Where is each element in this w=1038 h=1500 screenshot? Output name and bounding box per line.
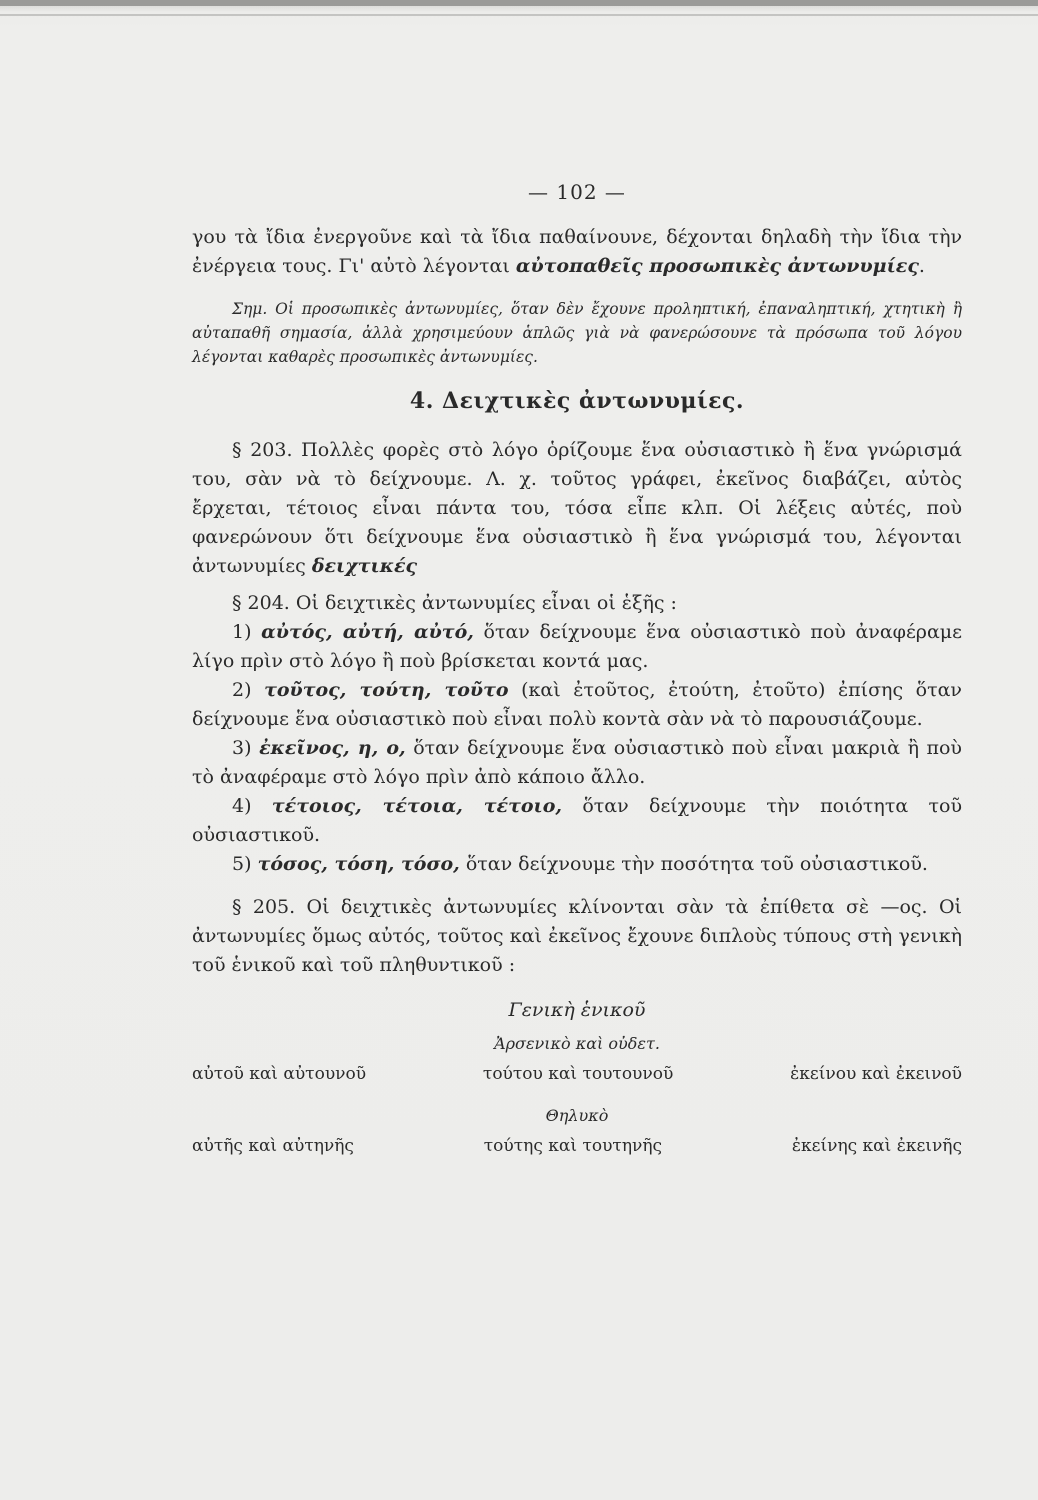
list-item <box>192 734 962 792</box>
item-term: ἐκεῖνος, η, ο, <box>259 737 406 759</box>
item-number: 2) <box>232 679 252 701</box>
page-number: — 102 — <box>528 180 626 204</box>
item-term: τοῦτος, τούτη, τοῦτο <box>264 679 509 701</box>
table-row <box>192 1060 962 1089</box>
table-row <box>192 1132 962 1161</box>
item-text: (καὶ ἐτοῦτος, ἐτούτη, ἐτοῦτο) ἐπίσης ὅταν δείχνουμε ἕνα οὐσιαστικὸ ποὺ εἶναι πολὺ κοντὰ σὰν νὰ τὸ παρουσιάζουμε. <box>192 679 962 730</box>
item-term: τόσος, τόση, τόσο, <box>257 853 460 875</box>
table-cell: αὐτῆς καὶ αὐτηνῆς <box>192 1136 354 1156</box>
item-number: 5) <box>232 853 252 875</box>
intro-text: γου τὰ ἴδια ἐνεργοῦνε καὶ τὰ ἴδια παθαίνουνε, δέχονται δηλαδὴ τὴν ἴδια τὴν ἐνέργεια τους. Γι' αὐτὸ λέγονται <box>192 226 962 277</box>
list-item <box>192 618 962 676</box>
scan-top-shadow <box>0 14 1038 16</box>
paragraph-203-term: δειχτικές <box>311 555 418 577</box>
table-cell: τούτου καὶ τουτουνοῦ <box>482 1064 674 1084</box>
paragraph-205: § 205. Οἱ δειχτικὲς ἀντωνυμίες κλίνονται σὰν τὰ ἐπίθετα σὲ —ος. Οἱ ἀντωνυμίες ὅμως αὐτός, τοῦτος καὶ ἐκεῖνος ἔχουνε διπλοὺς τύπους στὴ γενικὴ τοῦ ἑνικοῦ καὶ τοῦ πληθυντικοῦ : <box>192 896 962 976</box>
paragraph-203 <box>192 436 962 581</box>
table-fem-label: Θηλυκὸ <box>545 1106 609 1125</box>
item-number: 1) <box>232 621 252 643</box>
item-term: τέτοιος, τέτοια, τέτοιο, <box>271 795 563 817</box>
table-masc-label: Ἀρσενικὸ καὶ οὐδετ. <box>494 1034 660 1053</box>
item-number: 3) <box>232 737 252 759</box>
table-cell: ἐκείνης καὶ ἐκεινῆς <box>791 1136 962 1156</box>
scan-top-edge <box>0 0 1038 6</box>
item-term: αὐτός, αὐτή, αὐτό, <box>261 621 474 643</box>
page-content <box>192 178 962 1161</box>
list-item <box>192 850 962 879</box>
item-text: ὅταν δείχνουμε τὴν ποιότητα τοῦ οὐσιαστικοῦ. <box>192 795 962 846</box>
section-heading: 4. Δειχτικὲς ἀντωνυμίες. <box>409 388 745 414</box>
item-text: ὅταν δείχνουμε ἕνα οὐσιαστικὸ ποὺ ἀναφέραμε λίγο πρὶν στὸ λόγο ἢ ποὺ βρίσκεται κοντά μας. <box>192 621 962 672</box>
table-cell: αὐτοῦ καὶ αὐτουνοῦ <box>192 1064 367 1084</box>
paragraph-203-text: § 203. Πολλὲς φορὲς στὸ λόγο ὁρίζουμε ἕνα οὐσιαστικὸ ἢ ἕνα γνώρισμά του, σὰν νὰ τὸ δείχνουμε. Λ. χ. τοῦτος γράφει, ἐκεῖνος διαβάζει, αὐτὸς ἔρχεται, τέτοιος εἶναι πάντα του, τόσα εἶπε κλπ. Οἱ λέξεις αὐτές, ποὺ φανερώνουν ὅτι δείχνουμε ἕνα οὐσιαστικὸ ἢ ἕνα γνώρισμά του, λέγονται ἀντωνυμίες <box>192 439 962 577</box>
table-title: Γενικὴ ἑνικοῦ <box>508 999 646 1021</box>
item-text: ὅταν δείχνουμε ἕνα οὐσιαστικὸ ποὺ εἶναι μακριὰ ἢ ποὺ τὸ ἀναφέραμε στὸ λόγο πρὶν ἀπὸ κάποιο ἄλλο. <box>192 737 962 788</box>
item-number: 4) <box>232 795 252 817</box>
table-cell: τούτης καὶ τουτηνῆς <box>483 1136 663 1156</box>
list-item <box>192 676 962 734</box>
list-item <box>192 792 962 850</box>
table-cell: ἐκείνου καὶ ἐκεινοῦ <box>790 1064 962 1084</box>
paragraph-204: § 204. Οἱ δειχτικὲς ἀντωνυμίες εἶναι οἱ ἑξῆς : <box>232 592 677 614</box>
note-paragraph: Σημ. Οἱ προσωπικὲς ἀντωνυμίες, ὅταν δὲν ἔχουνε προληπτική, ἐπαναληπτική, χτητικὴ ἢ αὐταπαθῆ σημασία, ἀλλὰ χρησιμεύουν ἁπλῶς γιὰ νὰ φανερώσουνε τὰ πρόσωπα τοῦ λόγου λέγονται καθαρὲς προσωπικὲς ἀντωνυμίες. <box>192 300 962 366</box>
item-text: ὅταν δείχνουμε τὴν ποσότητα τοῦ οὐσιαστικοῦ. <box>465 853 928 875</box>
intro-paragraph <box>192 223 962 281</box>
intro-end: . <box>918 255 925 277</box>
intro-term: αὐτοπαθεῖς προσωπικὲς ἀντωνυμίες <box>515 255 919 277</box>
